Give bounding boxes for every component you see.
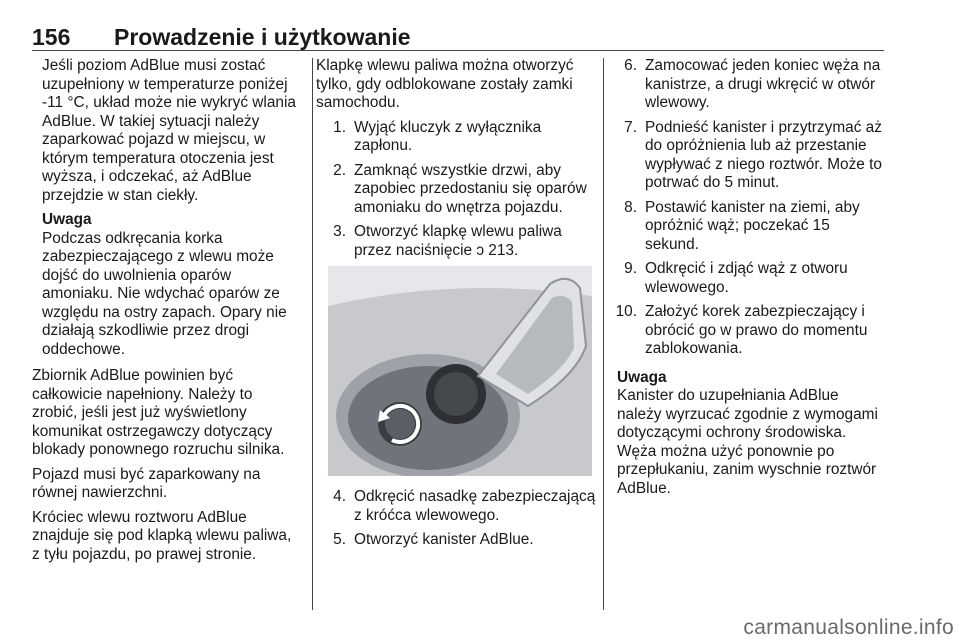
list-item: 5. Otworzyć kanister AdBlue.: [333, 531, 534, 548]
list-item: 4. Odkręcić nasadkę zabezpieczającą z króćca wlewowego.: [333, 488, 596, 524]
note-canister-disposal: [607, 369, 887, 499]
column-right: [607, 57, 887, 506]
page-number: 156: [32, 24, 71, 50]
paragraph-level-surface: Pojazd musi być zaparkowany na równej nawierzchni.: [32, 465, 261, 501]
list-item: 7. Podnieść kanister i przytrzymać aż do opróżnienia lub aż przestanie wypływać z niego roztwór. Może to potrwać do 5 minut.: [624, 118, 882, 191]
note-ammonia: [32, 211, 302, 359]
note-label: Uwaga: [617, 368, 667, 386]
watermark: carmanualsonline.info: [743, 616, 954, 639]
header-divider: [32, 50, 884, 51]
list-item: 6. Zamocować jeden koniec węża na kanistrze, a drugi wkręcić w otwór wlewowy.: [624, 57, 881, 111]
paragraph-fill-tank: Zbiornik AdBlue powinien być całkowicie napełniony. Należy to zrobić, jeśli jest już wyświetlony komunikat ostrzegawczy dotyczący blokady ponownego rozruchu silnika.: [32, 367, 285, 458]
paragraph-flap-intro: Klapkę wlewu paliwa można otworzyć tylko, gdy odblokowane zostały zamki samochodu.: [316, 57, 574, 111]
column-divider-2: [603, 58, 604, 610]
list-item: 10. Założyć korek zabezpieczający i obrócić go w prawo do momentu zablokowania.: [615, 303, 868, 357]
list-item: 2. Zamknąć wszystkie drzwi, aby zapobiec przedostaniu się oparów amoniaku do wnętrza pojazdu.: [333, 161, 587, 216]
paragraph-filler-location: Króciec wlewu roztworu AdBlue znajduje się pod klapką wlewu paliwa, z tyłu pojazdu, po prawej stronie.: [32, 508, 292, 563]
fuel-flap-illustration: [328, 266, 592, 476]
page-title: Prowadzenie i użytkowanie: [114, 24, 411, 50]
list-item: 1. Wyjąć kluczyk z wyłącznika zapłonu.: [333, 118, 542, 154]
note-text: Podczas odkręcania korka zabezpieczającego z wlewu może dojść do uwolnienia oparów amoniaku. Nie wdychać oparów ze względu na ostry zapach. Opary nie działają szkodliwie przez drogi oddechowe.: [42, 229, 287, 358]
note-label: Uwaga: [42, 211, 92, 228]
column-middle: [316, 57, 596, 556]
column-divider-1: [312, 58, 313, 610]
list-item: 8. Postawić kanister na ziemi, aby opróżnić wąż; poczekać 15 sekund.: [624, 198, 860, 253]
page-header: [32, 24, 884, 52]
paragraph-low-temperature: Jeśli poziom AdBlue musi zostać uzupełniony w temperaturze poniżej -11 °C, układ może nie wykryć wlania AdBlue. W takiej sytuacji należy zaparkować pojazd w miejscu, w którym temperatura otoczenia jest wyższa, i odczekać, aż AdBlue przejdzie w stan ciekły.: [42, 57, 296, 204]
column-left: [32, 57, 302, 570]
adblue-filler-photo: [328, 266, 592, 476]
list-item: 3. Otworzyć klapkę wlewu paliwa przez naciśnięcie ↄ 213.: [333, 223, 562, 259]
note-text: Kanister do uzupełniania AdBlue należy wyrzucać zgodnie z wymogami dotyczącymi ochrony środowiska. Węża można użyć ponownie po przepłukaniu, zanim wyschnie roztwór AdBlue.: [617, 387, 878, 497]
list-item: 9. Odkręcić i zdjąć wąż z otworu wlewowego.: [624, 260, 848, 296]
